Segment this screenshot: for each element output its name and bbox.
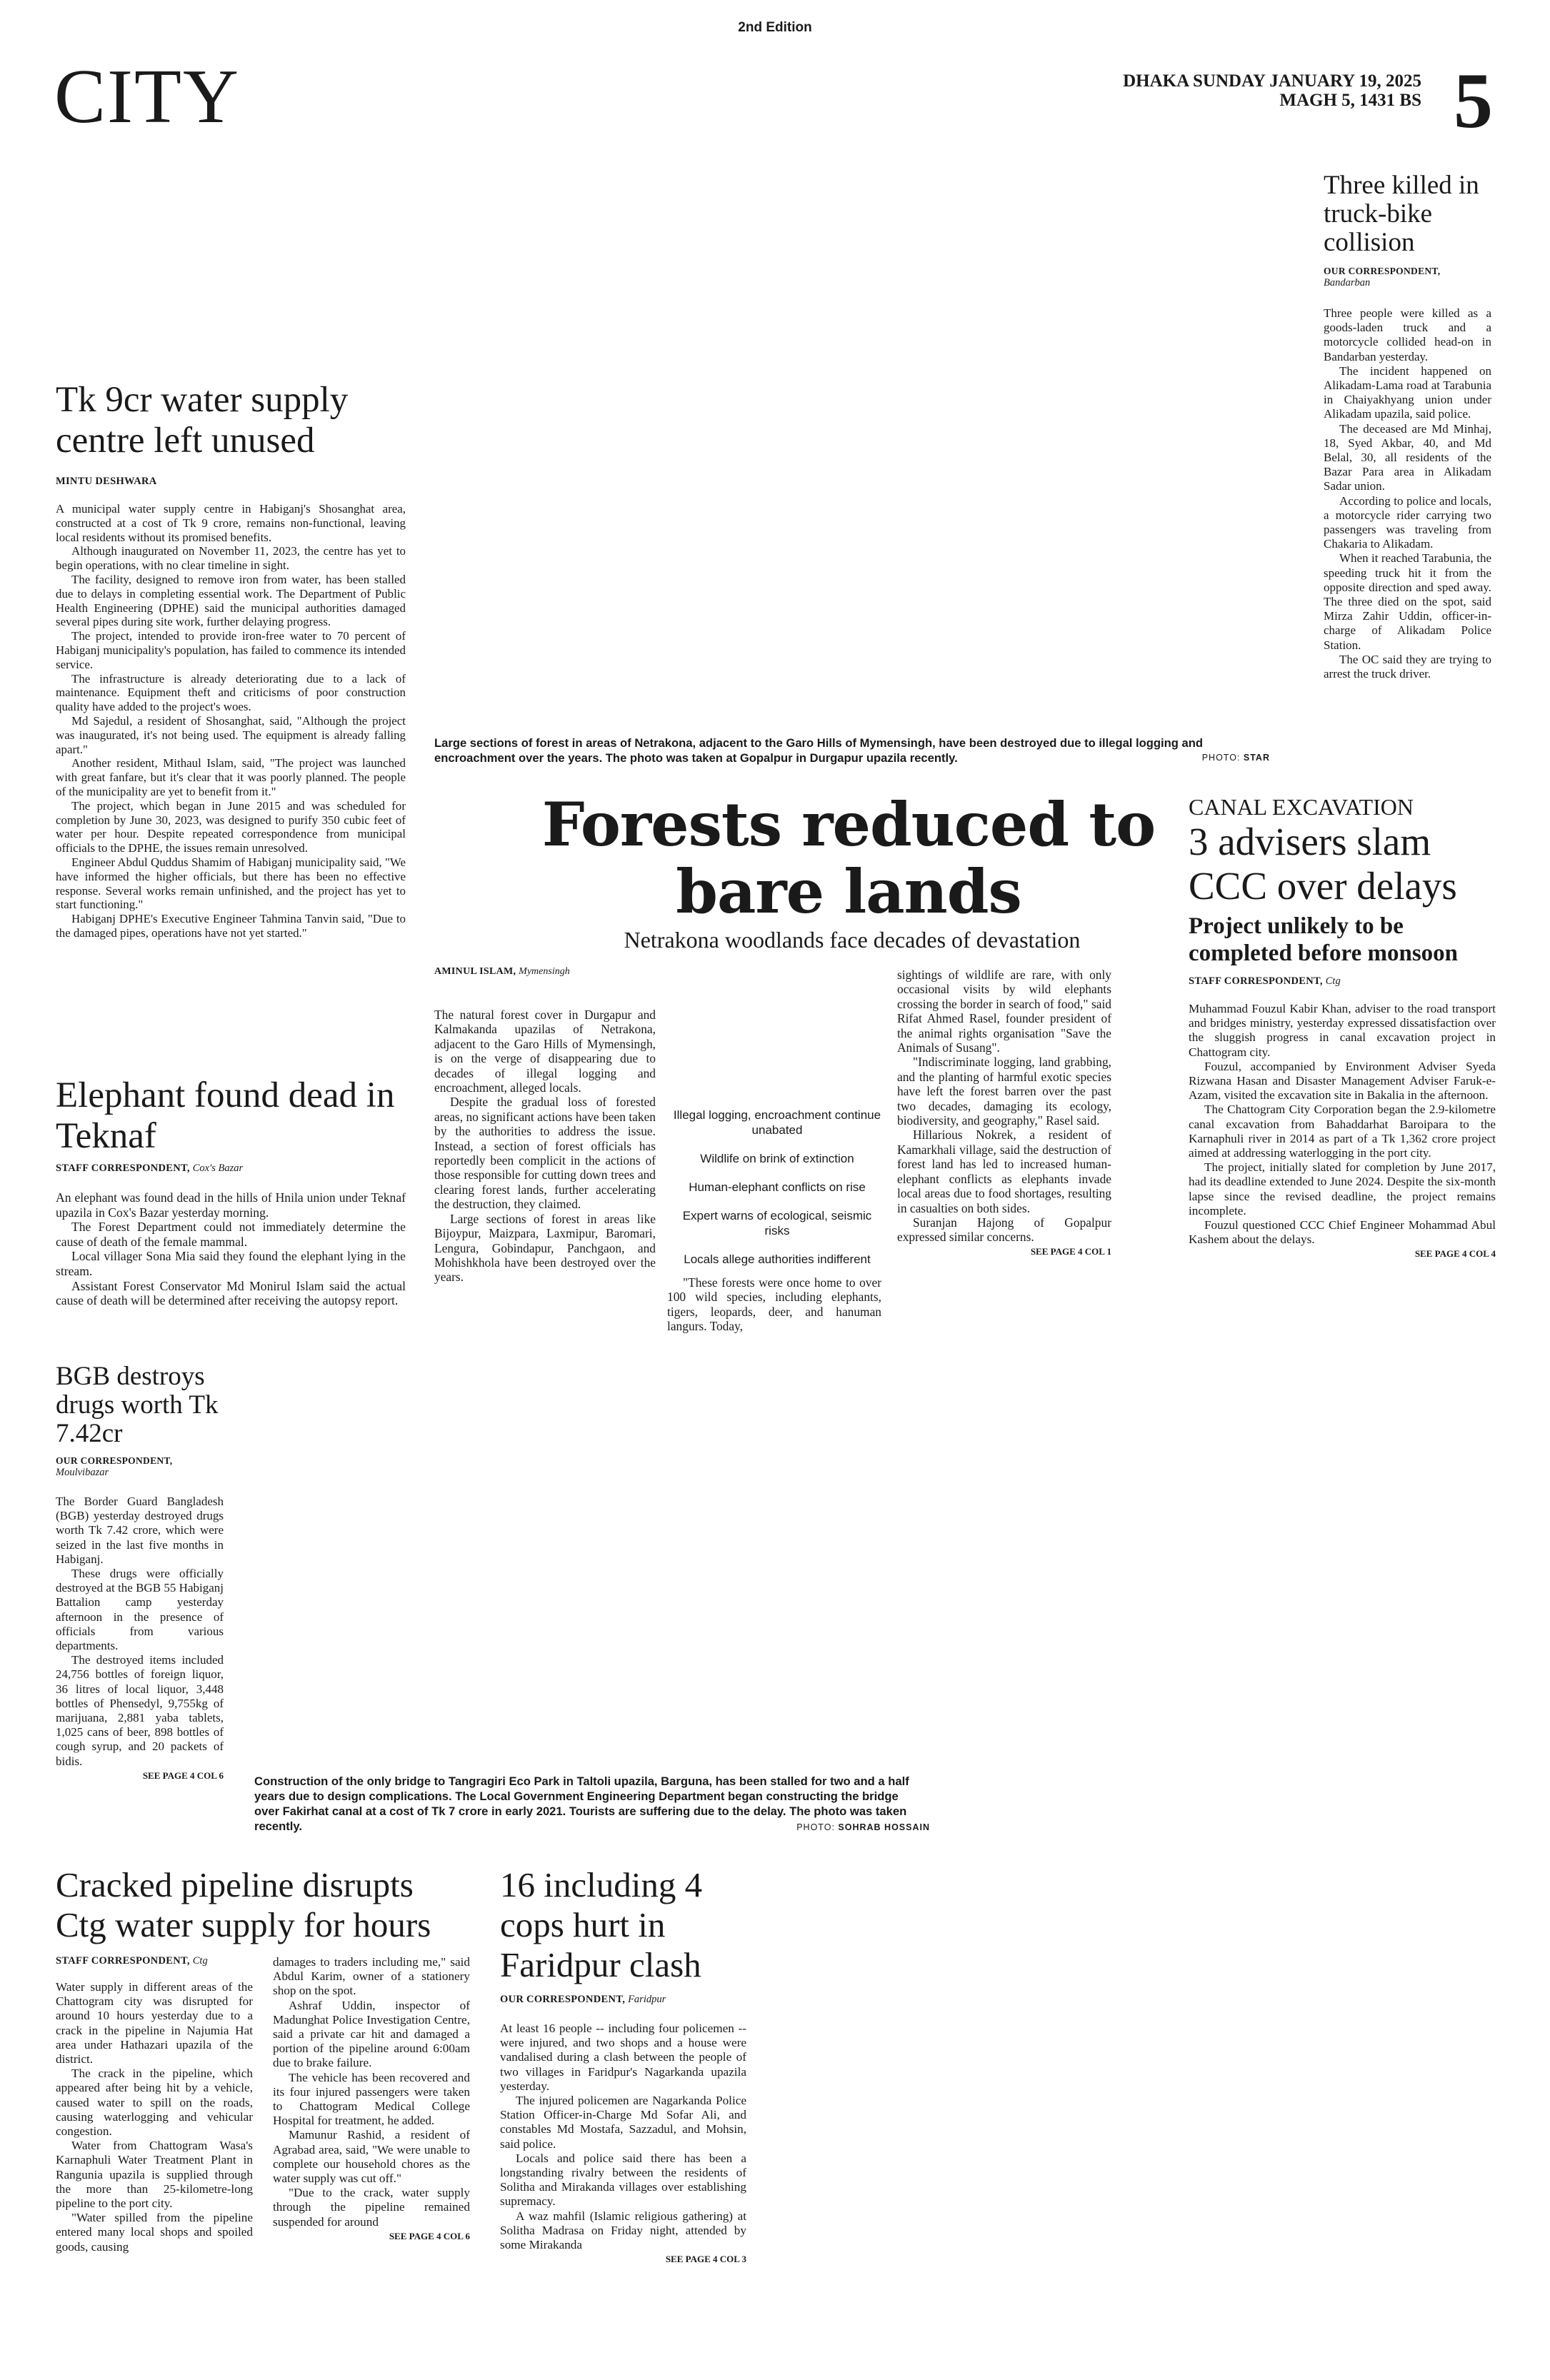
continued-jump: SEE PAGE 4 COL 6 [142,1769,224,1781]
paragraph: A municipal water supply centre in Habiganj's Shosanghat area, constructed at a cost of Tk 9 crore, remains non-functional, leaving local residents without its promised benefits. [56,502,406,544]
paragraph: Hillarious Nokrek, a resident of Kamarkhali village, said the destruction of forest land has led to increased human-elephant conflicts as elephants invade local areas due to food shortages, resulting in casualties on both sides. [897,1128,1111,1215]
continued-jump: SEE PAGE 4 COL 6 [389,2230,470,2241]
paragraph: The injured policemen are Nagarkanda Police Station Officer-in-Charge Md Sofar Ali, and constables Md Mostafa, Sazzadul, and Mohsin, said police. [500,2094,746,2151]
paragraph: sightings of wildlife are rare, with only occasional visits by wild elephants crossing the border in search of food," said Rifat Ahmed Rasel, founder president of the animal rights organisation "Save the Animals of Susang". [897,968,1111,1055]
byline-name: OUR CORRESPONDENT, [500,1994,626,2005]
paragraph: The infrastructure is already deteriorating due to a lack of maintenance. Equipment theft and criticisms of poor construction quality have added to the project's woes. [56,671,406,714]
photo-caption: Large sections of forest in areas of Netrakona, adjacent to the Garo Hills of Mymensingh, have been destroyed due to illegal logging and encroachment over the years. The photo was taken at Gopalpur in Durgapur upazila recently. [434,736,1204,765]
date-bangla: MAGH 5, 1431 BS [1279,91,1421,110]
headline: BGB destroys drugs worth Tk 7.42cr [56,1362,219,1448]
byline [434,966,656,978]
highlight-item: Illegal logging, encroachment continue unabated [673,1108,881,1137]
elephant-story [56,1075,406,1308]
headline: Cracked pipeline disrupts Ctg water supply for hours [56,1865,431,1944]
credit-label: PHOTO: [1201,753,1241,763]
forests-highlights [670,1108,884,1280]
subhead: Project unlikely to be completed before monsoon [1189,913,1459,966]
paragraph: Assistant Forest Conservator Md Monirul Islam said the actual cause of death will be determined after receiving the autopsy report. [56,1278,406,1308]
highlight-item: Expert warns of ecological, seismic risks [682,1209,872,1237]
article-body [56,1190,406,1308]
paragraph: Fouzul, accompanied by Environment Adviser Syeda Rizwana Hasan and Disaster Management Adviser Faruk-e-Azam, visited the excavation site in Bakalia in the afternoon. [1189,1059,1496,1103]
truck-bike-story [1324,171,1491,681]
paragraph: Another resident, Mithaul Islam, said, "The project was launched with great fanfare, but it's clear that it was poorly planned. The people of the municipality are yet to benefit from it." [56,756,406,798]
forests-col-3 [897,968,1111,1257]
bgb-story [56,1362,224,1782]
paragraph: Large sections of forest in areas like Bijoypur, Maizpara, Laxmipur, Baromari, Lengura, Gobindapur, Panchgaon, and Mohishkhola have been destroyed over the years. [434,1211,656,1285]
article-body [56,1980,253,2254]
canal-story [1189,794,1496,1260]
byline: OUR CORRESPONDENT, [1324,266,1441,276]
paragraph: The Border Guard Bangladesh (BGB) yesterday destroyed drugs worth Tk 7.42 crore, which were seized in the last five months in Habiganj. [56,1495,224,1566]
byline [56,1955,253,1967]
byline-name: AMINUL ISLAM, [434,966,516,977]
highlight-item: Human-elephant conflicts on rise [689,1180,866,1194]
paragraph: The Forest Department could not immediately determine the cause of death of the female mammal. [56,1220,406,1249]
byline-place: Ctg [1325,975,1341,987]
article-body [56,502,406,940]
byline [500,1994,746,2006]
byline-place: Mymensingh [519,966,570,977]
paragraph: Fouzul questioned CCC Chief Engineer Mohammad Abul Kashem about the delays. [1189,1218,1496,1247]
article-body [273,1955,470,2229]
paragraph: The natural forest cover in Durgapur and Kalmakanda upazilas of Netrakona, adjacent to the Garo Hills of Mymensingh, is on the verge of disappearing due to decades of illegal logging and encroachment, alleged locals. [434,1008,656,1095]
byline-name: STAFF CORRESPONDENT, [56,1955,190,1967]
paragraph: The project, initially slated for completion by June 2017, had its deadline extended to June 2024. Despite the six-month lapse since the revised deadline, the project remains incomplete. [1189,1160,1496,1217]
paragraph: Engineer Abdul Quddus Shamim of Habiganj municipality said, "We have informed the higher officials, but there has been no effective response. Several works remain unfinished, and the project has yet to start functioning." [56,855,406,912]
bridge-photo-caption-block [254,1774,930,1832]
credit-name: STAR [1243,753,1270,763]
continued-jump: SEE PAGE 4 COL 4 [1414,1248,1496,1260]
article-body [1189,1002,1496,1247]
date-gregorian: DHAKA SUNDAY JANUARY 19, 2025 [1123,71,1421,91]
byline-place: Moulvibazar [56,1467,109,1478]
highlight-item: Wildlife on brink of extinction [700,1152,854,1165]
faridpur-story [500,1865,746,2265]
credit-label: PHOTO: [796,1822,835,1832]
paragraph: "Due to the crack, water supply through the pipeline remained suspended for around [273,2186,470,2229]
article-body [56,1495,224,1769]
byline: OUR CORRESPONDENT, [56,1455,173,1466]
byline: MINTU DESHWARA [56,476,157,487]
paragraph: A waz mahfil (Islamic religious gathering) at Solitha Madrasa on Friday night, attended by some Mirakanda [500,2209,746,2252]
paragraph: "These forests were once home to over 100 wild species, including elephants, tigers, leopards, deer, and hanuman langurs. Today, [667,1275,881,1334]
paragraph: Mamunur Rashid, a resident of Agrabad area, said, "We were unable to complete our household chores as the water supply was cut off." [273,2128,470,2186]
byline [56,1163,406,1175]
byline [1189,975,1496,988]
paragraph: Suranjan Hajong of Gopalpur expressed similar concerns. [897,1215,1111,1245]
paragraph: The project, which began in June 2015 and was scheduled for completion by June 30, 2023, was designed to purify 350 cubic feet of water per hour. Despite repeated correspondence from municipal officials to the DPHE, the issues remain unresolved. [56,798,406,855]
headline: Elephant found dead in Teknaf [56,1075,395,1156]
pipeline-col-2 [273,1955,470,2254]
headline: 16 including 4 cops hurt in Faridpur clash [500,1865,703,1984]
paragraph: The destroyed items included 24,756 bottles of foreign liquor, 36 litres of local liquor, 3,448 bottles of Phensedyl, 9,755kg of marijuana, 2,881 yaba tablets, 1,025 cans of beer, 898 bottles of cough syrup, and 20 packets of bidis. [56,1653,224,1768]
section-title: CITY [54,54,240,139]
paragraph: "Indiscriminate logging, land grabbing, and the planting of harmful exotic species have left the forest barren over the past two decades, damaging its ecology, biodiversity, and geography," Rasel said. [897,1055,1111,1128]
headline: Tk 9cr water supply centre left unused [56,380,349,461]
paragraph: Water from Chattogram Wasa's Karnaphuli Water Treatment Plant in Rangunia upazila is supplied through the more than 25-kilometre-long pipeline to the port city. [56,2139,253,2211]
paragraph: The crack in the pipeline, which appeared after being hit by a vehicle, caused water to spill on the roads, causing waterlogging and vehicular congestion. [56,2067,253,2139]
paragraph: Ashraf Uddin, inspector of Madunghat Police Investigation Centre, said a private car hit and damaged a portion of the pipeline around 6:00am due to brake failure. [273,1998,470,2070]
paragraph: damages to traders including me," said Abdul Karim, owner of a stationery shop on the spot. [273,1955,470,1998]
paragraph: The vehicle has been recovered and its four injured passengers were taken to Chattogram Medical College Hospital for treatment, he added. [273,2070,470,2128]
byline-name: STAFF CORRESPONDENT, [1189,975,1323,987]
paragraph: Three people were killed as a goods-laden truck and a motorcycle collided head-on in Bandarban yesterday. [1324,306,1491,363]
credit-name: SOHRAB HOSSAIN [838,1822,930,1832]
pipeline-col-1 [56,1955,253,2254]
dateline [1123,71,1421,110]
continued-jump: SEE PAGE 4 COL 3 [665,2254,746,2265]
paragraph: Md Sajedul, a resident of Shosanghat, said, "Although the project was inaugurated, it's not being used. The equipment is already falling apart." [56,713,406,756]
lead-subhead: Netrakona woodlands face decades of devastation [624,927,1081,953]
headline: 3 advisers slam CCC over delays [1189,820,1457,908]
byline-place: Bandarban [1324,277,1371,288]
paragraph: At least 16 people -- including four policemen -- were injured, and two shops and a house were vandalised during a clash between the people of two villages in Faridpur's Nagarkanda upazila yesterday. [500,2022,746,2093]
photo-credit [254,1822,930,1832]
paragraph: These drugs were officially destroyed at the BGB 55 Habiganj Battalion camp yesterday afternoon in the presence of officials from various departments. [56,1567,224,1653]
article-body [434,1008,656,1285]
article-body [1324,306,1491,681]
paragraph: The OC said they are trying to arrest the truck driver. [1324,652,1491,681]
paragraph: The facility, designed to remove iron from water, has been stalled due to delays in completing essential work. The Department of Public Health Engineering (DPHE) said the municipal authorities damaged several pipes during site work, further delaying progress. [56,572,406,629]
paragraph: Although inaugurated on November 11, 2023, the centre has yet to begin operations, with no clear timeline in sight. [56,544,406,573]
article-body [897,968,1111,1245]
byline-place: Cox's Bazar [192,1163,244,1174]
byline-place: Ctg [192,1955,208,1967]
headline: Three killed in truck-bike collision [1324,171,1479,257]
forests-col-1 [434,966,656,1285]
forest-photo-caption-block [434,735,1270,763]
edition-label: 2nd Edition [738,20,812,35]
paragraph: When it reached Tarabunia, the speeding truck hit it from the opposite direction and sped away. The three died on the spot, said Mirza Zahir Uddin, officer-in-charge of Alikadam Police Station. [1324,551,1491,652]
paragraph: Habiganj DPHE's Executive Engineer Tahmina Tanvin said, "Due to the damaged pipes, operations have not yet started." [56,912,406,940]
forests-col-2 [667,1275,881,1334]
paragraph: Muhammad Fouzul Kabir Khan, adviser to the road transport and bridges ministry, yesterday expressed dissatisfaction over the sluggish progress in canal excavation project in Chattogram city. [1189,1002,1496,1059]
byline-place: Faridpur [628,1994,666,2005]
paragraph: According to police and locals, a motorcycle rider carrying two passengers was traveling from Chakaria to Alikadam. [1324,493,1491,551]
pipeline-story [56,1865,470,2254]
photo-caption: Construction of the only bridge to Tangragiri Eco Park in Taltoli upazila, Barguna, has been stalled for two and a half years due to design complications. The Local Government Engineering Department began constructing the bridge over Fakirhat canal at a cost of Tk 7 crore in early 2021. Tourists are suffering due to the delay. The photo was taken recently. [254,1774,909,1833]
forests-lead-story [434,791,1270,953]
paragraph: Despite the gradual loss of forested areas, no significant actions have been taken by the authorities to address the issue. Instead, a section of forest officials has reportedly been complicit in the actions of those responsible for cutting down trees and clearing forest lands, further accelerating the destruction, they claimed. [434,1095,656,1212]
article-body [500,2022,746,2252]
byline-name: STAFF CORRESPONDENT, [56,1163,190,1174]
continued-jump: SEE PAGE 4 COL 1 [1030,1245,1111,1257]
paragraph: "Water spilled from the pipeline entered many local shops and spoiled goods, causing [56,2211,253,2254]
paragraph: The Chattogram City Corporation began the 2.9-kilometre canal excavation from Bahaddarhat Baroipara to the Karnaphuli river in 2014 as part of a Tk 1,362 crore project aimed at addressing waterlogging in the port city. [1189,1103,1496,1160]
kicker: CANAL EXCAVATION [1189,794,1414,820]
lead-headline: Forests reduced to bare lands [541,789,1156,927]
paragraph: The deceased are Md Minhaj, 18, Syed Akbar, 40, and Md Belal, 30, all residents of the Bazar Para area in Alikadam Sadar union. [1324,421,1491,493]
page-number: 5 [1454,57,1493,144]
pipeline-columns [56,1955,470,2254]
paragraph: Locals and police said there has been a longstanding rivalry between the residents of Solitha and Mirakanda villages over establishing supremacy. [500,2151,746,2209]
paragraph: Water supply in different areas of the Chattogram city was disrupted for around 10 hours yesterday due to a crack in the pipeline in Najumia Hat area under Hathazari upazila of the district. [56,1980,253,2067]
water-supply-story [56,380,406,940]
paragraph: Local villager Sona Mia said they found the elephant lying in the stream. [56,1249,406,1278]
paragraph: The project, intended to provide iron-free water to 70 percent of Habiganj municipality's population, has failed to commence its intended service. [56,629,406,671]
paragraph: The incident happened on Alikadam-Lama road at Tarabunia in Chaiyakhyang union under Alikadam upazila, said police. [1324,363,1491,421]
paragraph: An elephant was found dead in the hills of Hnila union under Teknaf upazila in Cox's Bazar yesterday morning. [56,1190,406,1220]
highlight-item: Locals allege authorities indifferent [684,1252,871,1266]
